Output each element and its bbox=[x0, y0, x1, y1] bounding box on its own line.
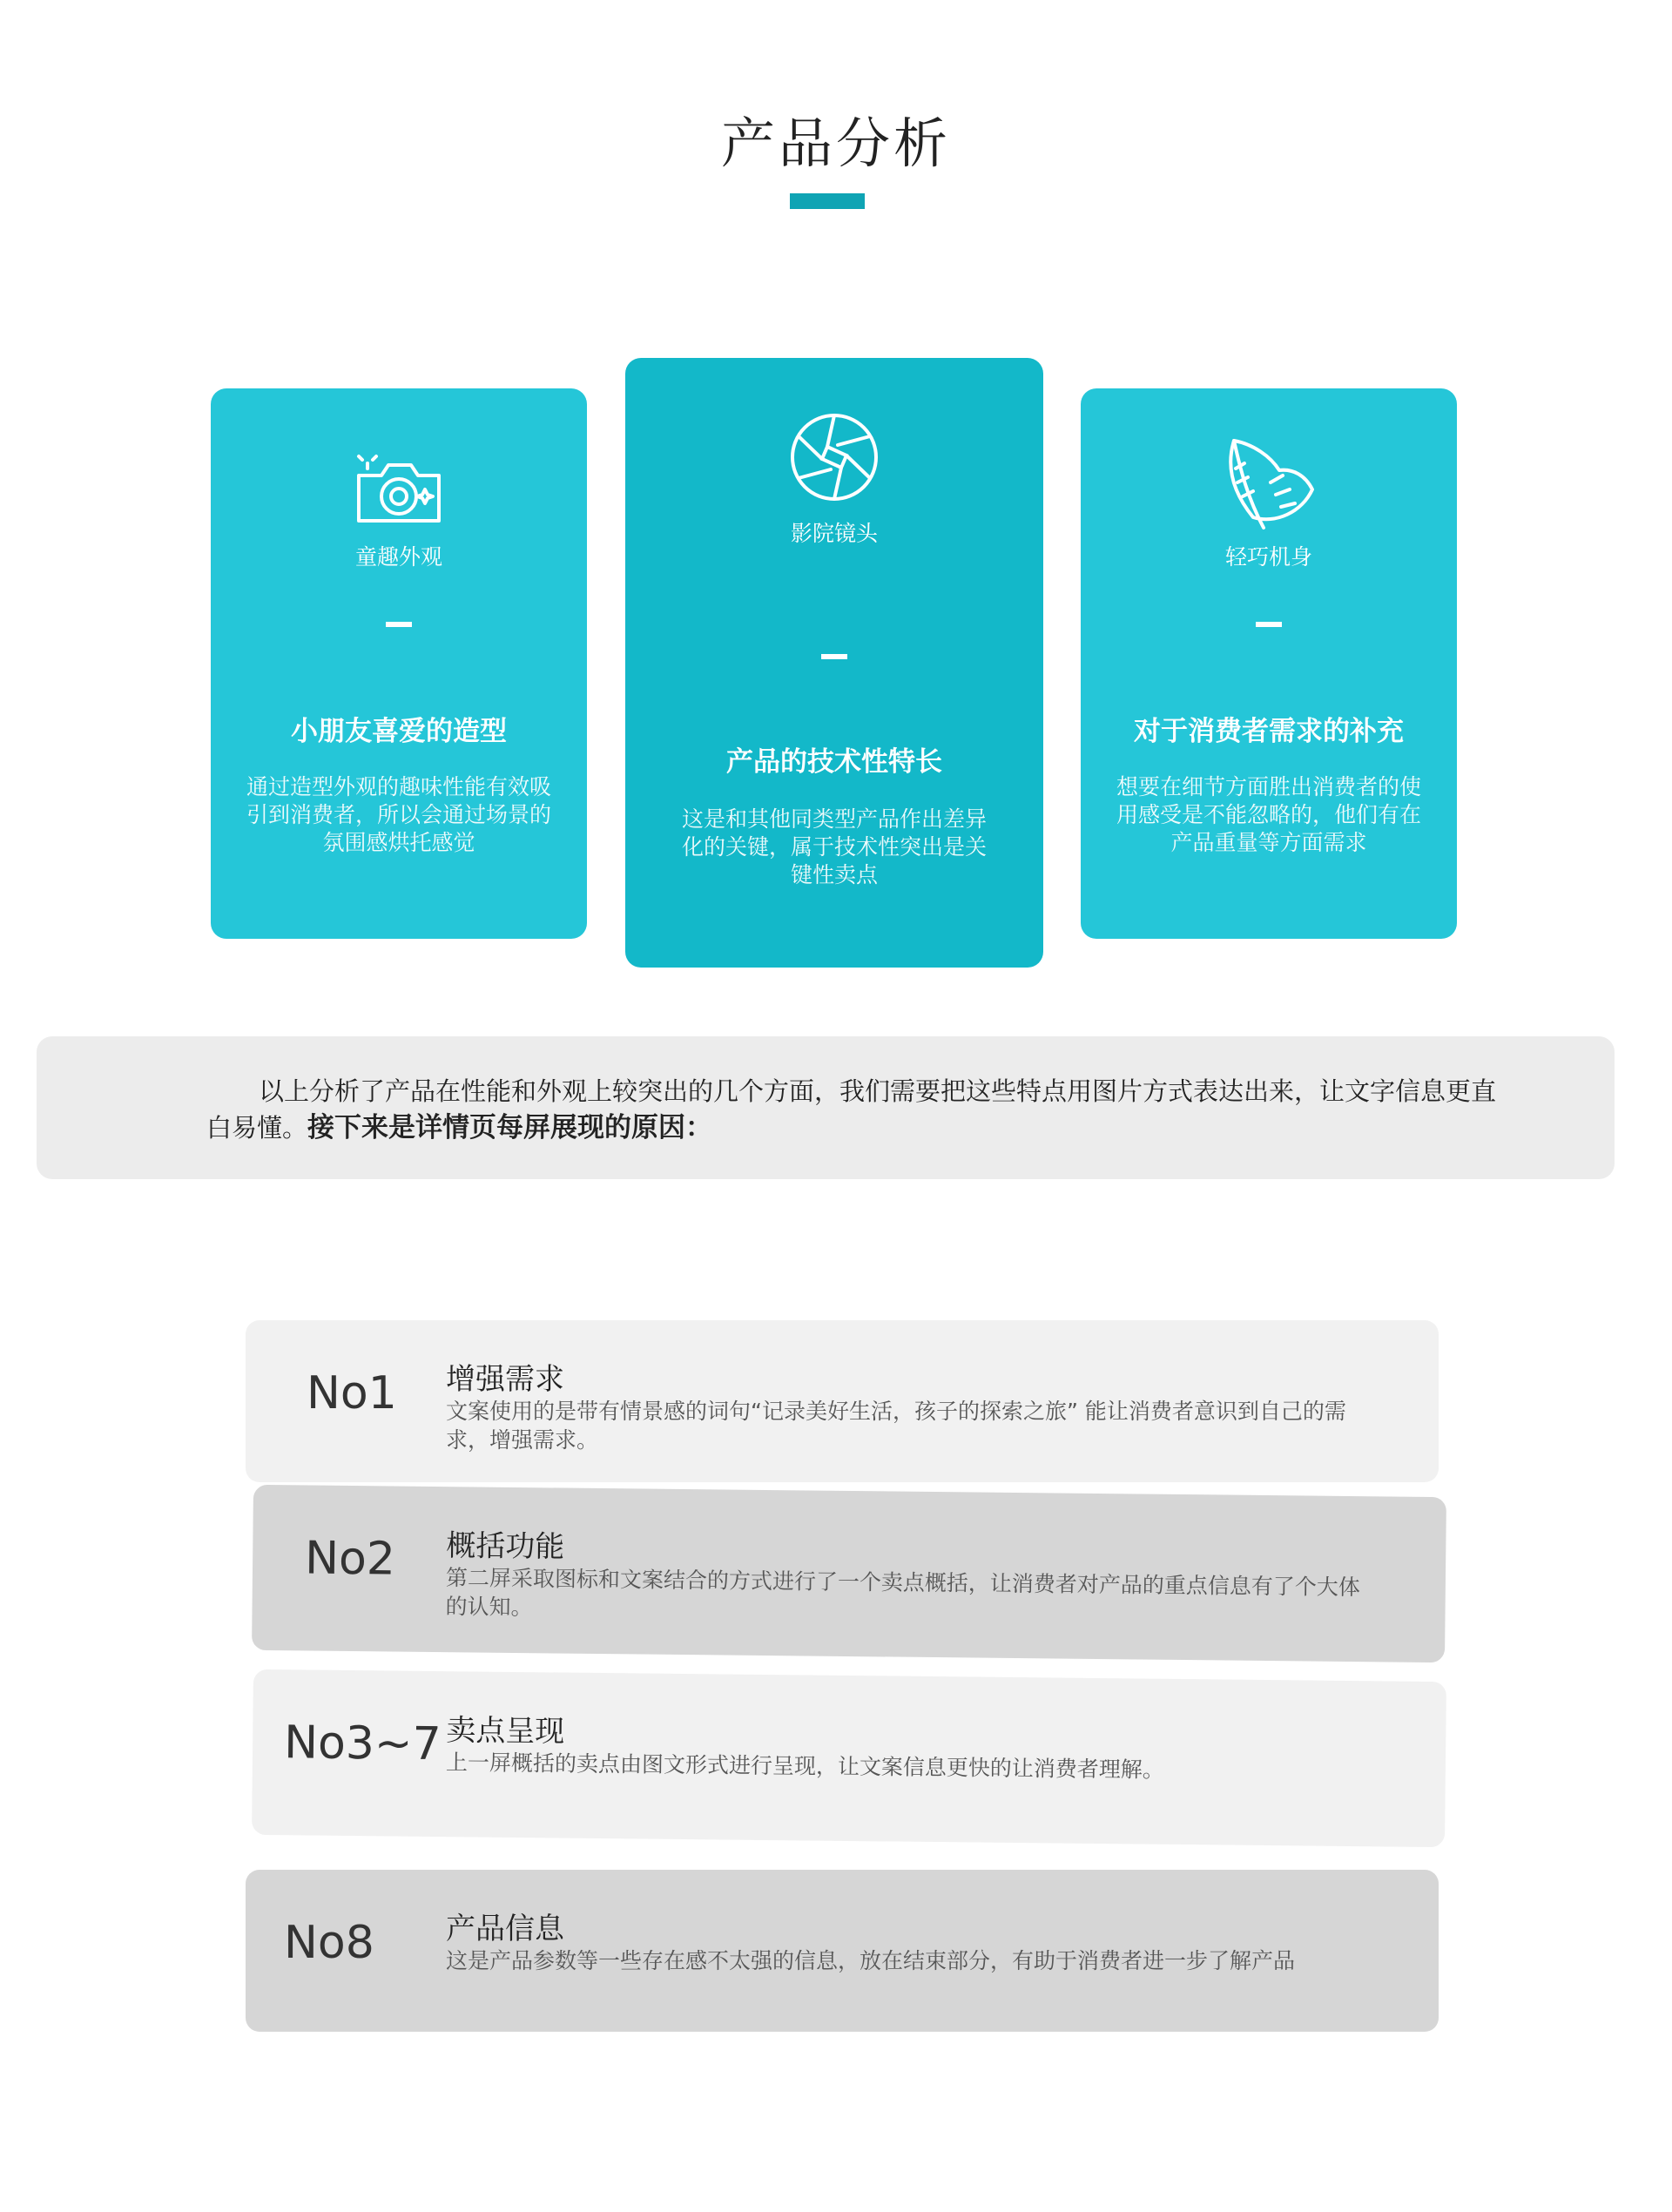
row-title: 增强需求 bbox=[446, 1362, 564, 1397]
row-description: 上一屏概括的卖点由图文形式进行呈现，让文案信息更快的让消费者理解。 bbox=[445, 1750, 1165, 1783]
feather-icon bbox=[1218, 437, 1319, 538]
row-description: 这是产品参数等一些存在感不太强的信息，放在结束部分，有助于消费者进一步了解产品 bbox=[446, 1948, 1296, 1973]
feature-card-appearance bbox=[211, 388, 587, 939]
reason-row-3 bbox=[252, 1669, 1446, 1847]
summary-note bbox=[37, 1036, 1615, 1179]
row-description: 文案使用的是带有情景感的词句“记录美好生活，孩子的探索之旅” 能让消费者意识到自己的需求，增强需求。 bbox=[446, 1399, 1346, 1453]
card-description: 这是和其他同类型产品作出差异化的关键，属于技术性突出是关键性卖点 bbox=[682, 806, 988, 887]
feature-card-lens bbox=[625, 358, 1043, 968]
summary-emphasis: 接下来是详情页每屏展现的原因： bbox=[307, 1112, 713, 1143]
row-title: 产品信息 bbox=[446, 1912, 564, 1946]
card-description: 想要在细节方面胜出消费者的使用感受是不能忽略的，他们有在产品重量等方面需求 bbox=[1116, 774, 1421, 855]
row-number: No2 bbox=[304, 1532, 396, 1586]
row-title: 卖点呈现 bbox=[446, 1713, 565, 1750]
row-description: 第二屏采取图标和文案结合的方式进行了一个卖点概括，让消费者对产品的重点信息有了个大体的认知。 bbox=[445, 1565, 1361, 1621]
feature-card-lightweight bbox=[1081, 388, 1457, 939]
card-divider bbox=[386, 622, 412, 627]
card-label: 童趣外观 bbox=[354, 544, 442, 570]
card-label: 轻巧机身 bbox=[1224, 544, 1312, 570]
card-description: 通过造型外观的趣味性能有效吸引到消费者，所以会通过场景的氛围感烘托感觉 bbox=[246, 774, 551, 855]
row-number: No3~7 bbox=[283, 1716, 442, 1771]
reason-row-1 bbox=[246, 1320, 1439, 1482]
row-number: No8 bbox=[284, 1917, 374, 1969]
card-divider bbox=[821, 654, 847, 659]
card-heading: 对于消费者需求的补充 bbox=[1134, 716, 1404, 747]
camera-icon bbox=[352, 444, 446, 531]
reason-row-2 bbox=[252, 1485, 1446, 1662]
title-underline bbox=[790, 193, 865, 209]
card-heading: 产品的技术性特长 bbox=[726, 746, 942, 778]
row-number: No1 bbox=[307, 1367, 397, 1420]
summary-text bbox=[206, 1073, 1513, 1146]
row-title: 概括功能 bbox=[446, 1528, 565, 1565]
page-title: 产品分析 bbox=[720, 111, 951, 175]
card-divider bbox=[1256, 622, 1282, 627]
card-label: 影院镜头 bbox=[790, 521, 878, 546]
aperture-icon bbox=[789, 412, 880, 506]
reason-row-4 bbox=[246, 1870, 1439, 2032]
card-heading: 小朋友喜爱的造型 bbox=[291, 716, 507, 747]
summary-body: 以上分析了产品在性能和外观上较突出的几个方面，我们需要把这些特点用图片方式表达出来，让文字信息更直白易懂。 bbox=[206, 1076, 1497, 1143]
